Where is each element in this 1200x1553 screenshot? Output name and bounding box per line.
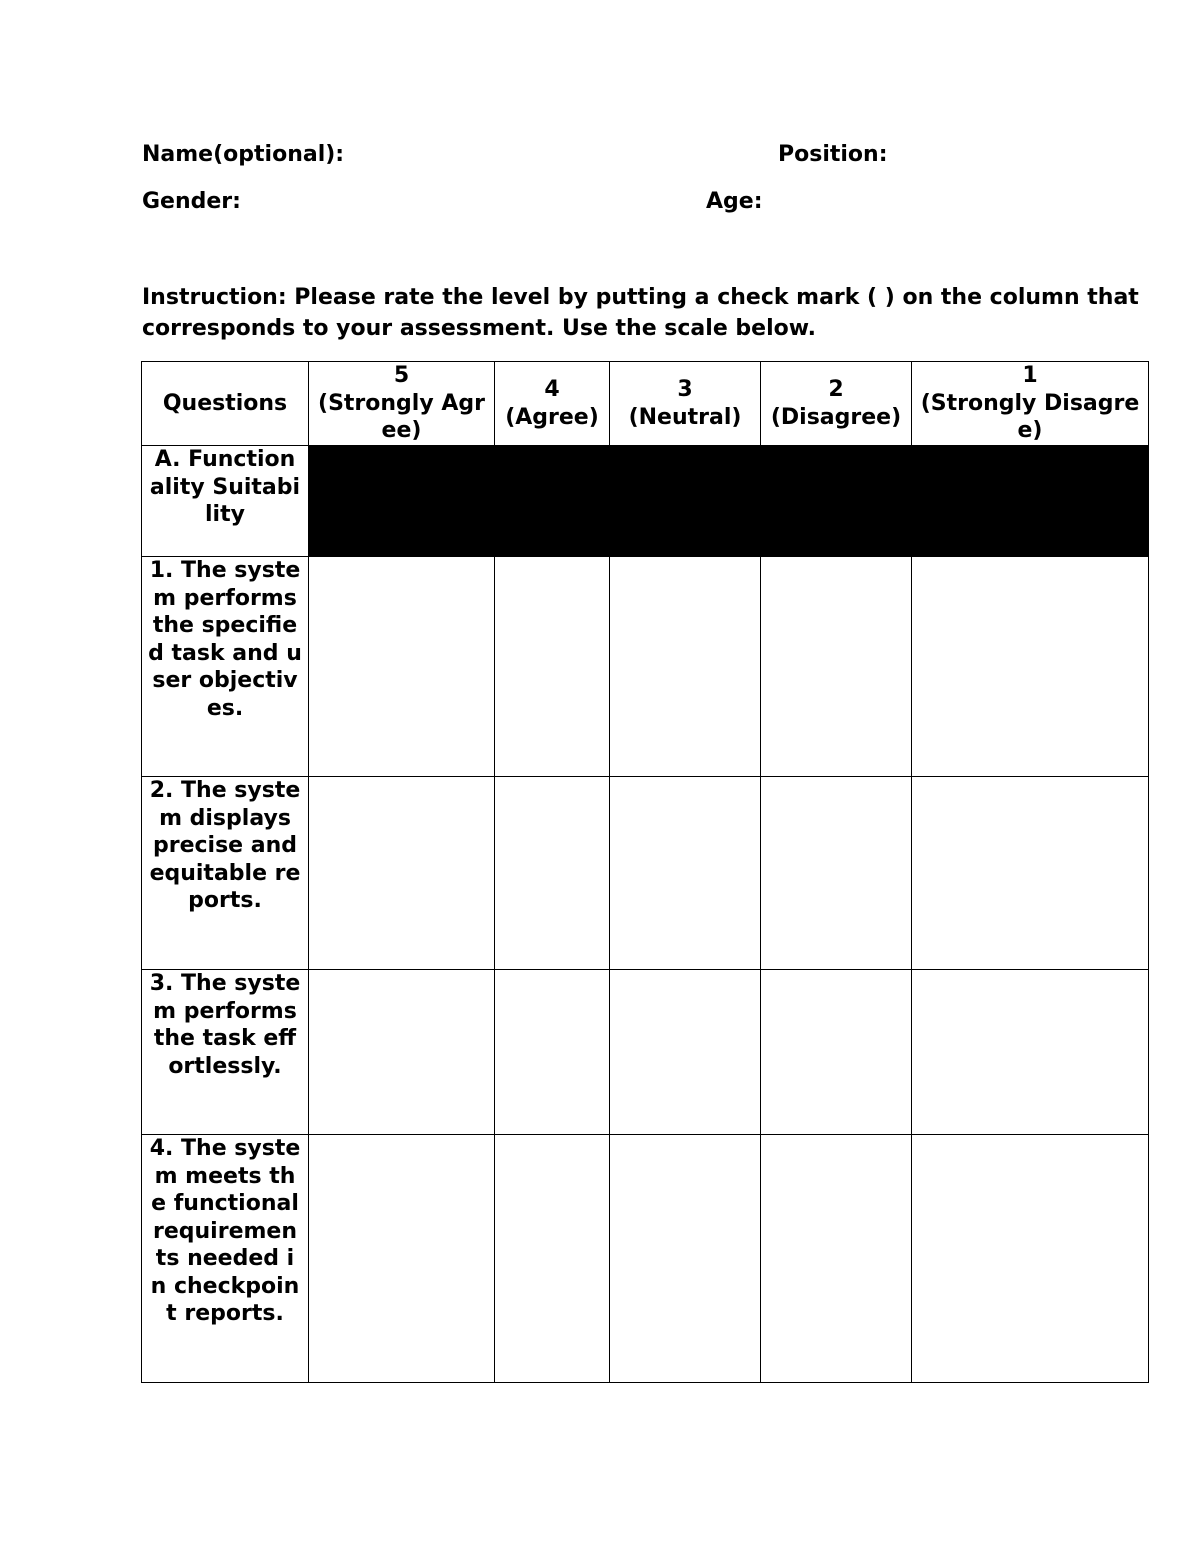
question-text: 4. The system meets the functional requirements needed in checkpoint reports. [142,1135,309,1383]
questions-header: Questions [142,362,309,446]
rating-cell-5[interactable] [309,557,495,777]
rating-cell-3[interactable] [610,1135,761,1383]
scale-label: (Disagree) [770,404,902,430]
rating-cell-3[interactable] [610,970,761,1135]
rating-cell-3[interactable] [610,557,761,777]
rating-cell-1[interactable] [912,557,1149,777]
scale-header-1 [912,362,1149,446]
scale-label: (Agree) [505,404,599,430]
position-label: Position: [778,142,888,167]
rating-cell-3[interactable] [610,777,761,970]
rating-cell-5[interactable] [309,970,495,1135]
rating-cell-4[interactable] [495,970,610,1135]
table-row [142,970,1149,1135]
scale-label: (Strongly Agree) [318,390,485,444]
rating-cell-1[interactable] [912,970,1149,1135]
table-row [142,557,1149,777]
rating-table [141,361,1149,1383]
scale-label: (Neutral) [628,404,742,430]
section-row [142,446,1149,557]
rating-cell-4[interactable] [495,557,610,777]
rating-cell-2[interactable] [761,1135,912,1383]
scale-header-4 [495,362,610,446]
scale-number: 4 [544,377,560,402]
question-text: 3. The system performs the task effortlessly. [142,970,309,1135]
rating-cell-5[interactable] [309,1135,495,1383]
rating-cell-4[interactable] [495,777,610,970]
question-text: 2. The system displays precise and equitable reports. [142,777,309,970]
scale-number: 1 [1022,363,1038,389]
table-row [142,1135,1149,1383]
rating-cell-5[interactable] [309,777,495,970]
scale-label: (Strongly Disagree) [920,390,1140,444]
rating-cell-2[interactable] [761,557,912,777]
instruction-text: Instruction: Please rate the level by putting a check mark ( ) on the column that corresponds to your assessment. Use the scale below. [142,285,1139,341]
age-label: Age: [706,189,763,214]
rating-cell-2[interactable] [761,970,912,1135]
section-shaded-cell [309,446,1149,557]
scale-header-3 [610,362,761,446]
name-label: Name(optional): [142,142,345,167]
rating-cell-1[interactable] [912,777,1149,970]
scale-header-2 [761,362,912,446]
table-header-row [142,362,1149,446]
rating-cell-4[interactable] [495,1135,610,1383]
rating-cell-2[interactable] [761,777,912,970]
scale-number: 3 [677,377,693,402]
question-text: 1. The system performs the specified task and user objectives. [142,557,309,777]
rating-cell-1[interactable] [912,1135,1149,1383]
scale-number: 5 [393,363,410,389]
scale-number: 2 [828,377,844,402]
scale-header-5 [309,362,495,446]
gender-label: Gender: [142,189,241,214]
table-row [142,777,1149,970]
section-label: A. Functionality Suitability [142,446,309,557]
